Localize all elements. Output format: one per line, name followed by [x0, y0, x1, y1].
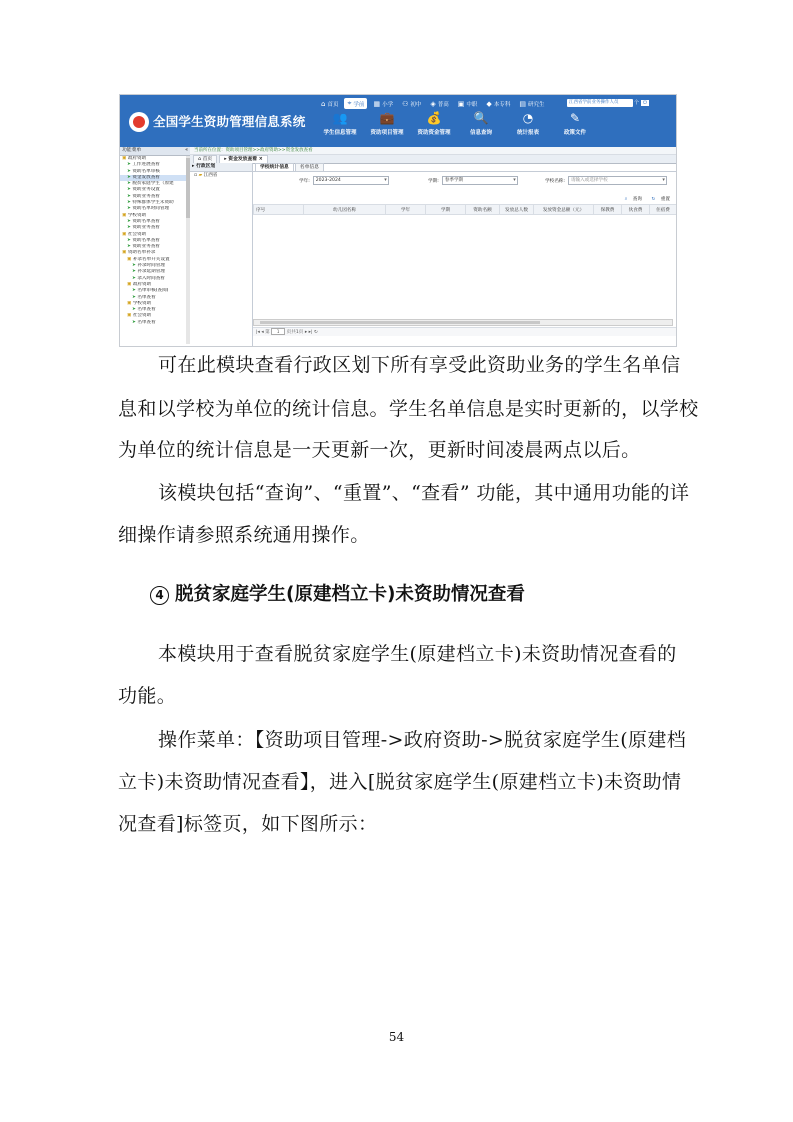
- folder-icon: ▣: [127, 300, 133, 306]
- function-tree: [120, 156, 190, 326]
- sidebar-item-label: 资助名单审核: [132, 168, 160, 174]
- level-label: 研究生: [527, 101, 545, 108]
- sidebar-item-label: 资助名单查看: [132, 218, 160, 224]
- module-icon: 👥: [332, 111, 348, 125]
- tab-fund-view-label: 资金发放查看: [228, 157, 258, 162]
- user-menu-label: 个: [634, 100, 640, 106]
- query-button-label: 查询: [632, 197, 642, 202]
- page-number-input[interactable]: 1: [271, 328, 285, 335]
- sidebar-item-label: 政府资助: [132, 281, 152, 287]
- user-role-select[interactable]: 江西省学前业务操作人员: [567, 99, 633, 107]
- breadcrumb: 当前所在位置：资助项目管理>>政府资助>>资金发放查看: [190, 147, 676, 155]
- column-header[interactable]: 发放总人数: [500, 205, 534, 215]
- module-button[interactable]: [508, 111, 548, 136]
- sidebar-item-label: 社会资助: [127, 231, 147, 237]
- level-nav: [318, 98, 547, 109]
- level-tab[interactable]: [318, 98, 341, 109]
- heading-number: 4: [150, 586, 169, 605]
- leaf-icon: ➤: [132, 307, 138, 313]
- sidebar-item-label: 资金发放查看: [132, 174, 160, 180]
- prev-page-icon[interactable]: ◂: [261, 330, 264, 335]
- column-header[interactable]: 保教费: [594, 205, 622, 215]
- leaf-icon: ➤: [127, 174, 133, 180]
- system-screenshot: [119, 94, 677, 347]
- logo-icon: [129, 112, 149, 132]
- folder-icon: ▣: [127, 256, 133, 262]
- level-icon: ▦: [373, 99, 381, 108]
- region-item-label: 江西省: [203, 173, 218, 178]
- table-header-row: [254, 205, 677, 215]
- leaf-icon: ➤: [127, 200, 133, 206]
- column-header[interactable]: 学年: [386, 205, 426, 215]
- sidebar-item-label: 资助业务查看: [132, 225, 160, 231]
- system-title: 全国学生资助管理信息系统: [153, 114, 306, 129]
- user-menu[interactable]: [634, 99, 649, 106]
- paragraph-line: 可在此模块查看行政区划下所有享受此资助业务的学生名单信: [158, 354, 681, 376]
- sidebar-item-label: 社会资助: [132, 313, 152, 319]
- level-icon: ▤: [519, 99, 526, 108]
- collapse-icon[interactable]: «: [185, 148, 188, 153]
- level-label: 学前: [353, 101, 365, 108]
- column-header[interactable]: 序号: [254, 205, 304, 215]
- module-button[interactable]: [555, 111, 595, 136]
- level-tab[interactable]: [483, 98, 513, 109]
- module-icon: ✎: [569, 111, 581, 125]
- module-label: 资助资金管理: [417, 130, 451, 136]
- module-icon: ◔: [522, 111, 534, 125]
- column-header[interactable]: 学期: [426, 205, 466, 215]
- column-header[interactable]: 住宿费: [650, 205, 677, 215]
- column-header[interactable]: 发放资金总额（元）: [534, 205, 594, 215]
- filter-bar: [253, 172, 676, 196]
- term-filter: [428, 176, 518, 185]
- last-page-icon[interactable]: ▸|: [308, 330, 313, 335]
- paragraph-line: 立卡)未资助情况查看】，进入[脱贫家庭学生(原建档立卡)未资助情: [118, 771, 682, 793]
- sidebar-item-label: 特殊群体学生未资助: [132, 200, 174, 206]
- paragraph-line: 本模块用于查看脱贫家庭学生(原建档立卡)未资助情况查看的: [158, 643, 677, 665]
- level-tab[interactable]: [516, 98, 547, 109]
- sidebar-item-label: 补录延期管理: [137, 269, 165, 275]
- sidebar-item-label: 名单审核(查阅): [137, 288, 169, 294]
- year-filter: [299, 176, 389, 185]
- level-icon: ▣: [457, 99, 465, 108]
- sub-tabs: [253, 163, 676, 172]
- folder-icon: ▣: [122, 212, 128, 218]
- region-panel: [190, 163, 253, 346]
- sidebar-item-label: 补录时间管理: [137, 263, 165, 269]
- paragraph-line: 该模块包括“查询”、“重置”、“查看” 功能，其中通用功能的详: [158, 482, 690, 504]
- first-page-icon[interactable]: |◂: [256, 330, 260, 335]
- sidebar-item-label: 资助名单查看: [132, 237, 160, 243]
- region-header: ▸ 行政区划: [190, 163, 252, 172]
- folder-icon: ▣: [122, 156, 128, 161]
- module-icon: 💰: [426, 111, 442, 125]
- tab-school-stats[interactable]: 学校统计信息: [255, 163, 294, 171]
- leaf-icon: ➤: [127, 218, 133, 224]
- paragraph-line: 操作菜单：【资助项目管理->政府资助->脱贫家庭学生(原建档: [158, 729, 687, 751]
- leaf-icon: ➤: [132, 269, 138, 275]
- region-header-label: 行政区划: [196, 164, 216, 169]
- paragraph-line: 功能。: [118, 685, 177, 707]
- sidebar-item-label: 学校资助: [132, 300, 152, 306]
- sidebar-header: [120, 147, 190, 156]
- reset-icon: ↻: [651, 197, 656, 202]
- level-label: 小学: [382, 101, 394, 108]
- year-label: 学年:: [299, 178, 310, 184]
- paragraph-line: 况查看]标签页，如下图所示：: [118, 813, 378, 835]
- leaf-icon: ➤: [132, 263, 138, 269]
- column-header[interactable]: 伙食费: [622, 205, 650, 215]
- page-number: 54: [388, 1030, 405, 1044]
- module-label: 信息查询: [469, 130, 492, 136]
- search-icon: ⌕: [624, 197, 628, 202]
- level-tab[interactable]: [370, 98, 396, 109]
- level-tab[interactable]: [427, 98, 451, 109]
- sidebar-item-label: 政府资助: [127, 156, 147, 161]
- school-select[interactable]: 请输入或选择学校 ▾: [568, 176, 667, 185]
- sidebar-item-label: 名单查看: [137, 294, 156, 300]
- leaf-icon: ➤: [132, 275, 138, 281]
- level-icon: ⌂: [321, 99, 326, 108]
- level-label: 本专科: [493, 101, 511, 108]
- paragraph-line: 为单位的统计信息是一天更新一次，更新时间凌晨两点以后。: [118, 439, 641, 461]
- level-tab[interactable]: [344, 98, 367, 109]
- leaf-icon: ➤: [132, 319, 138, 325]
- page-total: 页共1页: [286, 330, 304, 335]
- reset-button[interactable]: [647, 197, 670, 202]
- level-tab[interactable]: [455, 98, 481, 109]
- folder-icon: ▰: [198, 173, 203, 178]
- module-label: 资助项目管理: [370, 130, 404, 136]
- leaf-icon: ➤: [127, 168, 133, 174]
- sidebar-item-label: 学校资助: [127, 212, 147, 218]
- module-label: 政策文件: [563, 130, 586, 136]
- module-nav: [320, 111, 595, 136]
- heading-text: 脱贫家庭学生(原建档立卡)未资助情况查看: [175, 584, 525, 605]
- module-icon: 💼: [379, 111, 395, 125]
- folder-icon: ▣: [127, 313, 133, 319]
- paragraph-line: 细操作请参照系统通用操作。: [118, 524, 370, 546]
- term-select[interactable]: 春季学期 ▾: [442, 176, 518, 185]
- leaf-icon: ➤: [127, 237, 133, 243]
- leaf-icon: ➤: [127, 162, 133, 168]
- main-panel: [190, 147, 676, 346]
- level-label: 普高: [437, 101, 449, 108]
- level-icon: ⌖: [347, 99, 352, 107]
- section-heading: [150, 585, 525, 605]
- module-button[interactable]: [414, 111, 454, 136]
- function-sidebar: [120, 147, 191, 346]
- folder-icon: ▣: [122, 231, 128, 237]
- level-icon: ⚇: [402, 99, 409, 108]
- paragraph-line: 息和以学校为单位的统计信息。学生名单信息是实时更新的，以学校: [118, 398, 699, 420]
- school-label: 学校名称:: [545, 178, 565, 184]
- sidebar-item-label: 资助业务设置: [132, 187, 160, 193]
- level-icon: ◆: [486, 99, 492, 108]
- leaf-icon: ➤: [132, 288, 138, 294]
- module-label: 学生信息管理: [323, 130, 357, 136]
- leaf-icon: ➤: [127, 225, 133, 231]
- logout-icon[interactable]: ⏻: [643, 100, 647, 106]
- sidebar-item-label: 名单查看: [137, 307, 156, 313]
- refresh-icon[interactable]: ↻: [313, 330, 318, 335]
- sidebar-item-label: 录入时间查看: [137, 275, 165, 281]
- folder-icon: ▣: [127, 281, 133, 287]
- year-select[interactable]: 2023-2024 ▾: [313, 176, 389, 185]
- tab-home[interactable]: ⌂ 首页: [193, 155, 217, 163]
- school-filter: [545, 176, 667, 185]
- table-horizontal-scrollbar[interactable]: [253, 319, 673, 326]
- sidebar-item-label: 工作进展查看: [132, 162, 160, 168]
- level-label: 首页: [327, 101, 339, 108]
- sidebar-item-label: 资助名单补录: [127, 250, 156, 256]
- module-icon: 🔍: [473, 111, 489, 125]
- tab-fund-view[interactable]: ▸ 资金发放查看 ×: [219, 155, 268, 163]
- module-button[interactable]: [320, 111, 360, 136]
- sidebar-item-label: 资助业务查看: [132, 193, 160, 199]
- next-page-icon[interactable]: ▸: [304, 330, 308, 335]
- sidebar-item-label: 脱贫家庭学生（原建: [132, 181, 174, 187]
- action-bar: [253, 196, 676, 204]
- module-button[interactable]: [367, 111, 407, 136]
- leaf-icon: ➤: [127, 193, 133, 199]
- page-label: 第: [265, 330, 270, 335]
- column-header[interactable]: 幼儿园名称: [304, 205, 386, 215]
- level-icon: ◈: [430, 99, 436, 108]
- system-banner: [120, 95, 676, 147]
- region-item-jiangxi[interactable]: ▫ ▰ 江西省: [194, 173, 218, 178]
- module-label: 统计报表: [516, 130, 539, 136]
- level-label: 初中: [410, 101, 422, 108]
- level-tab[interactable]: [399, 98, 424, 109]
- level-label: 中职: [466, 101, 478, 108]
- content-area: [253, 163, 676, 346]
- leaf-icon: ➤: [132, 294, 138, 300]
- sidebar-item[interactable]: [120, 320, 190, 326]
- module-button[interactable]: [461, 111, 501, 136]
- column-header[interactable]: 资助名额: [466, 205, 500, 215]
- folder-icon: ▣: [122, 250, 128, 256]
- leaf-icon: ➤: [127, 206, 133, 212]
- query-button[interactable]: [621, 197, 642, 202]
- sidebar-title: 功能菜单: [122, 148, 142, 153]
- reset-button-label: 重置: [660, 197, 670, 202]
- term-label: 学期:: [428, 178, 439, 184]
- leaf-icon: ➤: [127, 187, 133, 193]
- pagination-bar: [253, 327, 677, 336]
- sidebar-item-label: 资助名单时间管理: [132, 206, 170, 212]
- tab-name-list[interactable]: 名单信息: [295, 163, 324, 171]
- leaf-icon: ➤: [127, 244, 133, 250]
- tab-home-label: 首页: [202, 157, 213, 162]
- sidebar-item-label: 资助业务查看: [132, 244, 160, 250]
- leaf-icon: ➤: [127, 181, 133, 187]
- sidebar-item-label: 补录名单开关设置: [132, 256, 170, 262]
- sidebar-item-label: 名单查看: [137, 319, 156, 325]
- stats-table: [253, 204, 677, 215]
